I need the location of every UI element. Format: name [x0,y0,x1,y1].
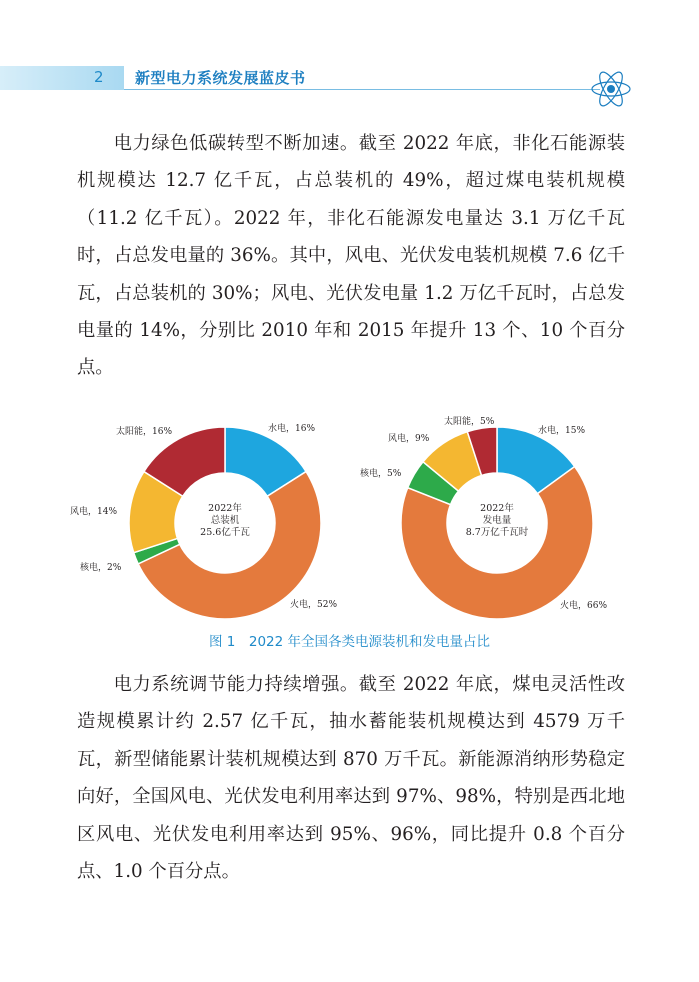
donut-center-text: 25.6亿千瓦 [200,527,250,538]
donut-center-text: 2022年 [480,503,514,514]
slice-label-太阳能: 太阳能，5% [444,417,495,427]
donut-center-text: 总装机 [210,515,240,526]
paragraph-1 [77,125,625,387]
donut-chart-capacity [60,400,350,630]
paragraph-2-text: 电力系统调节能力持续增强。截至 2022 年底，煤电灵活性改造规模累计约 2.57 亿千瓦，抽水蓄能装机规模达到 4579 万千瓦，新型储能累计装机规模达到 870 万千瓦。新能源消纳形势稳定向好，全国风电、光伏发电利用率达到 97%、98%，特别是西北地区风电、光伏发电利用率达到 95%、96%，同比提升 0.8 个百分点、1.0 个百分点。 [77,674,625,883]
donut-chart-generation [356,400,636,630]
figure-caption: 图 1 2022 年全国各类电源装机和发电量占比 [208,634,491,650]
donut-center-text: 2022年 [208,503,242,514]
paragraph-1-text: 电力绿色低碳转型不断加速。截至 2022 年底，非化石能源装机规模达 12.7 亿千瓦，占总装机的 49%，超过煤电装机规模（11.2 亿千瓦）。2022 年，非化石能源发电量达 3.1 万亿千瓦时，占总发电量的 36%。其中，风电、光伏发电装机规模 7.6 亿千瓦，占总装机的 30%；风电、光伏发电量 1.2 万亿千瓦时，占总发电量的 14%，分别比 2010 年和 2015 年提升 13 个、10 个百分点。 [77,133,625,379]
slice-label-火电: 火电，66% [560,601,608,611]
book-title: 新型电力系统发展蓝皮书 [135,69,306,87]
slice-label-水电: 水电，16% [268,424,316,434]
slice-label-核电: 核电，2% [80,563,122,573]
slice-label-核电: 核电，5% [360,469,402,479]
paragraph-2 [77,666,625,890]
page-number: 2 [94,68,104,86]
donut-center-text: 8.7万亿千瓦时 [465,527,529,538]
atom-icon [590,68,632,110]
slice-label-太阳能: 太阳能，16% [116,427,173,437]
slice-label-火电: 火电，52% [290,600,338,610]
slice-label-风电: 风电，9% [388,434,430,444]
header-accent-bar [0,66,124,90]
donut-center-text: 发电量 [482,515,512,526]
header-rule [124,89,600,90]
slice-label-水电: 水电，15% [538,426,586,436]
slice-label-风电: 风电，14% [70,507,118,517]
